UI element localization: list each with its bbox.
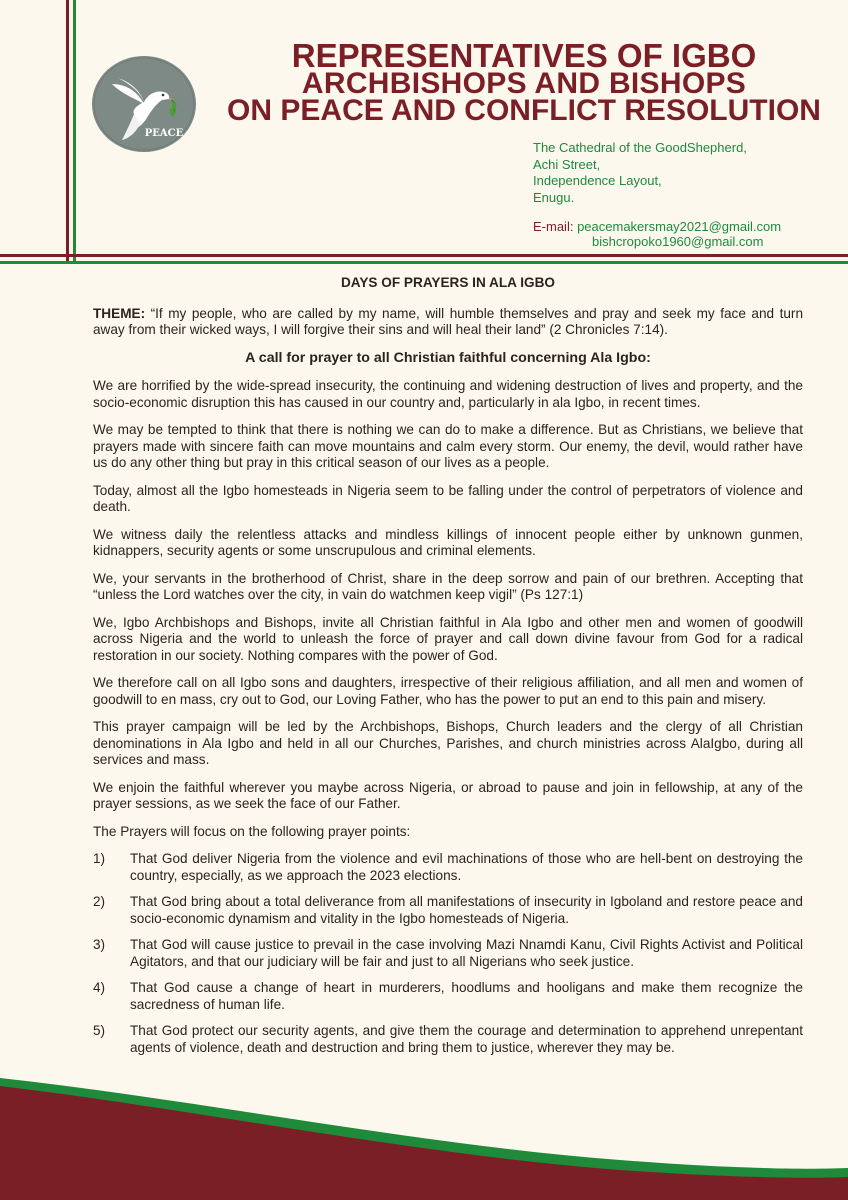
heading-line-3: ON PEACE AND CONFLICT RESOLUTION: [227, 94, 821, 127]
body-paragraph: The Prayers will focus on the following prayer points:: [93, 823, 411, 839]
list-number: 1): [93, 851, 106, 866]
theme-label: THEME:: [93, 305, 146, 321]
document-title: DAYS OF PRAYERS IN ALA IGBO: [340, 275, 555, 290]
list-item: [93, 894, 803, 927]
letter-body: [93, 275, 803, 1066]
list-number: 4): [93, 980, 106, 995]
list-item: [93, 851, 803, 884]
list-text: That God deliver Nigeria from the violence and evil machinations of those who are hell-bent on destroying the country, especially, as we approach the 2023 elections.: [130, 851, 803, 883]
address-line: Achi Street,: [533, 156, 601, 172]
address-line: The Cathedral of the GoodShepherd,: [533, 140, 747, 155]
body-paragraph: This prayer campaign will be led by the Archbishops, Bishops, Church leaders and the clergy of all Christian denominations in Ala Igbo and held in all our Churches, Parishes, and church ministries across AlaIgbo, during all services and mass.: [93, 719, 803, 767]
body-paragraph: Today, almost all the Igbo homesteads in Nigeria seem to be falling under the control of perpetrators of violence and death.: [93, 482, 803, 514]
body-paragraph: We are horrified by the wide-spread insecurity, the continuing and widening destruction of lives and property, and the socio-economic disruption this has caused in our country and, particularly in ala Igbo, in recent times.: [93, 378, 803, 410]
logo-text: PEACE: [144, 128, 184, 139]
list-number: 5): [93, 1023, 106, 1038]
list-number: 3): [93, 937, 106, 952]
list-text: That God will cause justice to prevail in the case involving Mazi Nnamdi Kanu, Civil Rights Activist and Political Agitators, and that our judiciary will be fair and just to all Nigerians who seek justice.: [130, 937, 803, 969]
heading-line-1: REPRESENTATIVES OF IGBO: [291, 37, 757, 74]
body-paragraph: We therefore call on all Igbo sons and daughters, irrespective of their religious affiliation, and all men and women of goodwill to en mass, cry out to God, our Loving Father, who has the power to put an end to this pain and misery.: [93, 675, 803, 707]
email-address-2[interactable]: bishcropoko1960@gmail.com: [592, 234, 764, 249]
body-paragraph: We witness daily the relentless attacks and mindless killings of innocent people either by unknown gunmen, kidnappers, security agents or some unscrupulous and criminal elements.: [93, 526, 803, 558]
heading-line-2: ARCHBISHOPS AND BISHOPS: [301, 67, 747, 100]
list-item: [93, 980, 803, 1013]
body-paragraph: We, Igbo Archbishops and Bishops, invite all Christian faithful in Ala Igbo and other men and women of goodwill across Nigeria and the world to unleash the force of prayer and call down divine favour from God for a radical restoration in our society. Nothing compares with the power of God.: [93, 614, 803, 663]
address-line: Independence Layout,: [533, 173, 662, 188]
list-item: [93, 1023, 803, 1056]
list-item: [93, 937, 803, 970]
theme-paragraph: [93, 306, 803, 339]
body-paragraph: We may be tempted to think that there is nothing we can do to make a difference. But as Christians, we believe that prayers made with sincere faith can move mountains and calm every storm. Our enemy, the devil, would rather have us do any other thing but pray in this critical season of our lives as a people.: [93, 422, 803, 470]
list-number: 2): [93, 894, 106, 909]
list-text: That God bring about a total deliverance from all manifestations of insecurity in Igboland and restore peace and socio-economic dynamism and vitality in the Igbo homesteads of Nigeria.: [130, 894, 803, 926]
footer-wave: [0, 1060, 848, 1200]
email-address-1[interactable]: peacemakersmay2021@gmail.com: [577, 219, 782, 234]
vertical-rule-maroon: [66, 0, 69, 262]
list-text: That God protect our security agents, and give them the courage and determination to apprehend unrepentant agents of violence, death and destruction and bring them to justice, wherever they may be.: [130, 1023, 803, 1055]
list-text: That God cause a change of heart in murderers, hoodlums and hooligans and make them recognize the sacredness of human life.: [130, 980, 803, 1012]
prayer-points-list: [93, 851, 803, 1056]
body-paragraph: We, your servants in the brotherhood of Christ, share in the deep sorrow and pain of our brethren. Accepting that “unless the Lord watches over the city, in vain do watchmen keep vigil” (Ps 127:1): [93, 570, 803, 602]
section-subtitle: A call for prayer to all Christian faithful concerning Ala Igbo:: [245, 349, 651, 366]
address-line: Enugu.: [533, 189, 575, 205]
horizontal-rule-maroon: [0, 254, 848, 257]
email-label: E-mail:: [533, 219, 574, 234]
horizontal-rule-green: [0, 261, 848, 264]
body-paragraph: We enjoin the faithful wherever you maybe across Nigeria, or abroad to pause and join in fellowship, at any of the prayer sessions, as we seek the face of our Father.: [93, 779, 803, 811]
peace-dove-logo: [90, 54, 198, 154]
email-block: [533, 219, 781, 249]
postal-address: [533, 140, 747, 206]
theme-text: “If my people, who are called by my name, will humble themselves and pray and seek my face and turn away from their wicked ways, I will forgive their sins and will heal their land” (2 Chronicles 7:14).: [93, 305, 804, 337]
vertical-rule-green: [73, 0, 76, 262]
